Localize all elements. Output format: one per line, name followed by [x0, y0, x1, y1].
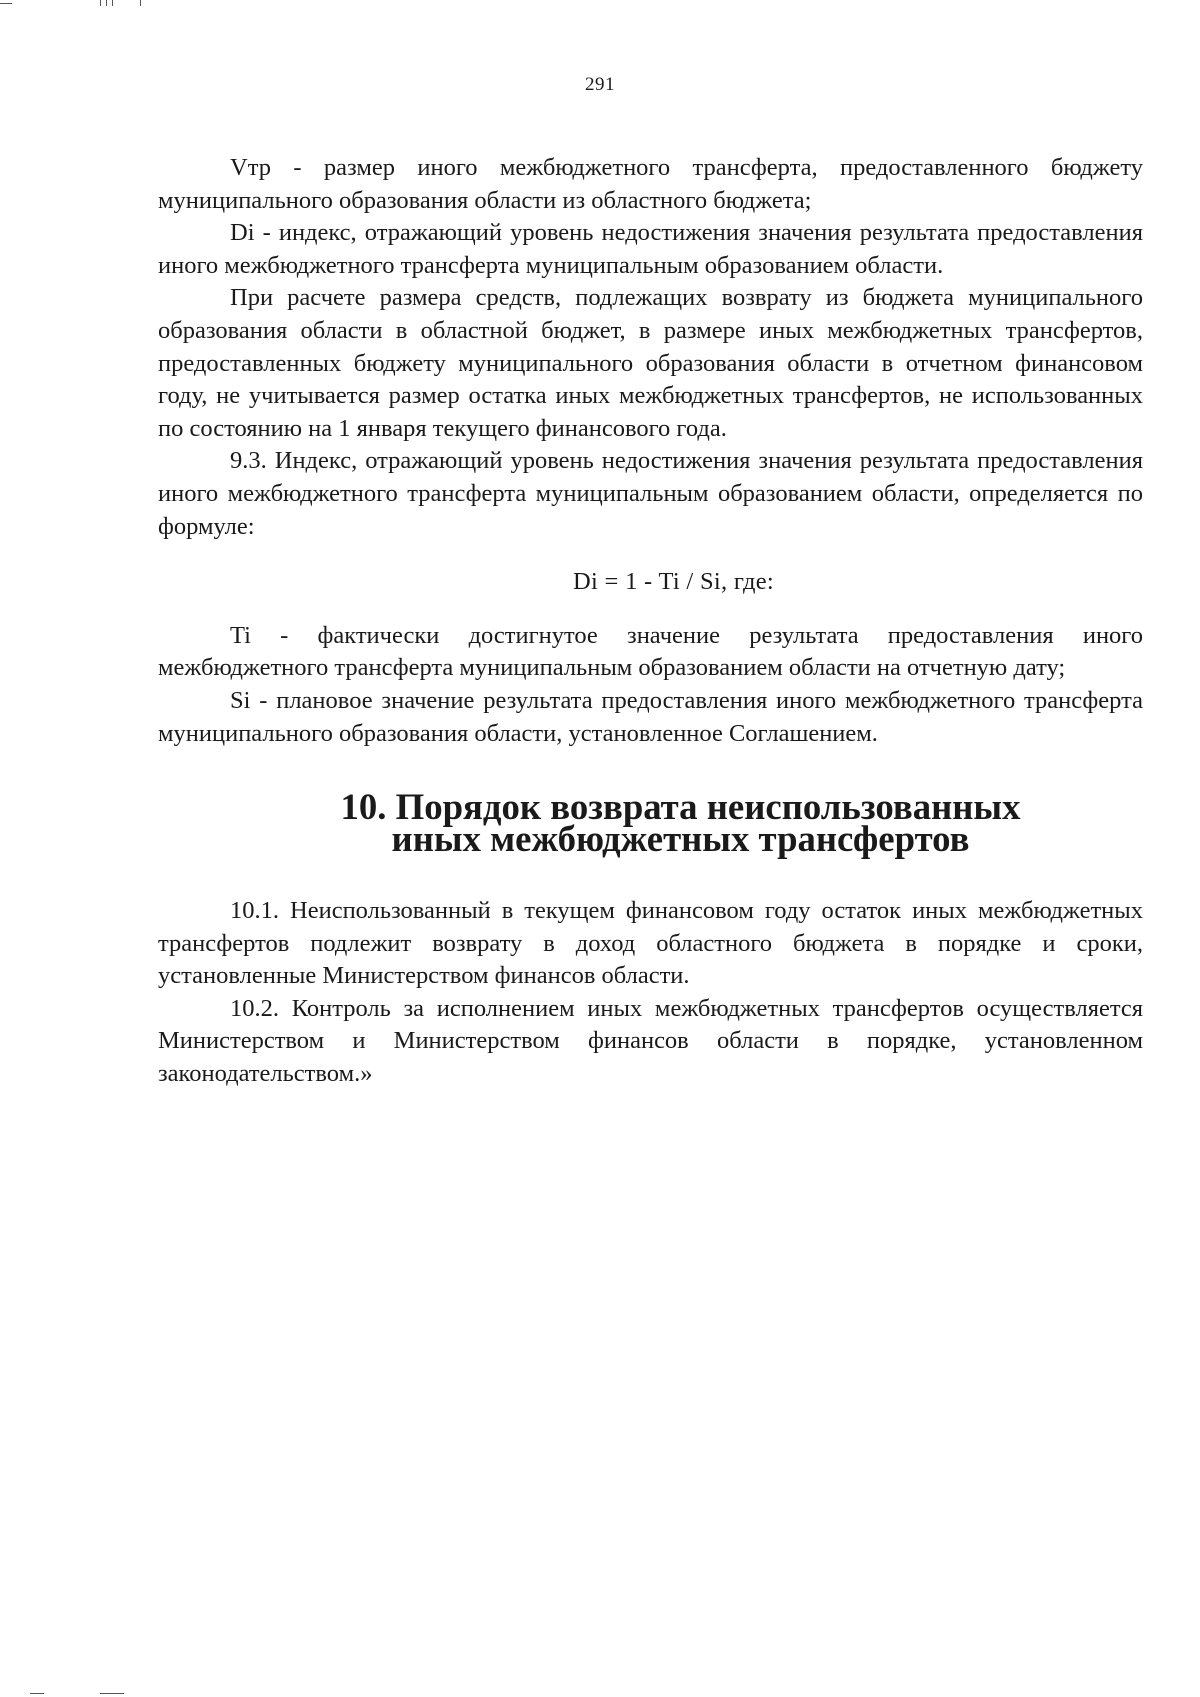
section-heading-line-2: иных межбюджетных трансфертов: [391, 818, 970, 860]
scan-artifact-bottom: [30, 1693, 44, 1694]
section-heading: [158, 786, 1143, 860]
document-body: [158, 152, 1143, 1091]
paragraph-9-3: 9.3. Индекс, отражающий уровень недостижения значения результата предоставления иного межбюджетного трансферта муниципальным образованием области, определяется по формуле:: [158, 447, 1143, 540]
scan-artifact-top-tick: [112, 0, 113, 6]
paragraph-di-definition: Di - индекс, отражающий уровень недостижения значения результата предоставления иного межбюджетного трансферта муниципальным образованием области.: [158, 219, 1143, 279]
paragraph-ti-definition: Ti - фактически достигнутое значение результата предоставления иного межбюджетного трансферта муниципальным образованием области на отчетную дату;: [158, 621, 1143, 682]
page-number: 291: [585, 74, 615, 95]
paragraph-si-definition: Si - плановое значение результата предоставления иного межбюджетного трансферта муниципального образования области, установленное Соглашением.: [158, 686, 1143, 747]
formula: Di = 1 - Ti / Si, где:: [573, 568, 775, 596]
scan-artifact-bottom: [100, 1693, 124, 1694]
scan-artifact-top-tick: [140, 0, 141, 6]
paragraph-vtr-definition: Vтр - размер иного межбюджетного трансферта, предоставленного бюджету муниципального образования области из областного бюджета;: [158, 154, 1143, 214]
scan-artifact-top: [0, 3, 12, 4]
paragraph-refund-calculation: При расчете размера средств, подлежащих возврату из бюджета муниципального образования области в областной бюджет, в размере иных межбюджетных трансфертов, предоставленных бюджету муниципального образования области в отчетном финансовом году, не учитывается размер остатка иных межбюджетных трансфертов, не использованных по состоянию на 1 января текущего финансового года.: [158, 284, 1143, 442]
scan-artifact-top-tick: [106, 0, 107, 6]
section-heading-line-1: 10. Порядок возврата неиспользованных: [340, 786, 1021, 828]
scan-artifact-top-tick: [100, 0, 101, 6]
paragraph-10-1: 10.1. Неиспользованный в текущем финансовом году остаток иных межбюджетных трансфертов подлежит возврату в доход областного бюджета в порядке и сроки, установленные Министерством финансов области.: [158, 897, 1143, 990]
paragraph-10-2: 10.2. Контроль за исполнением иных межбюджетных трансфертов осуществляется Министерством и Министерством финансов области в порядке, установленном законодательством.»: [158, 994, 1143, 1088]
